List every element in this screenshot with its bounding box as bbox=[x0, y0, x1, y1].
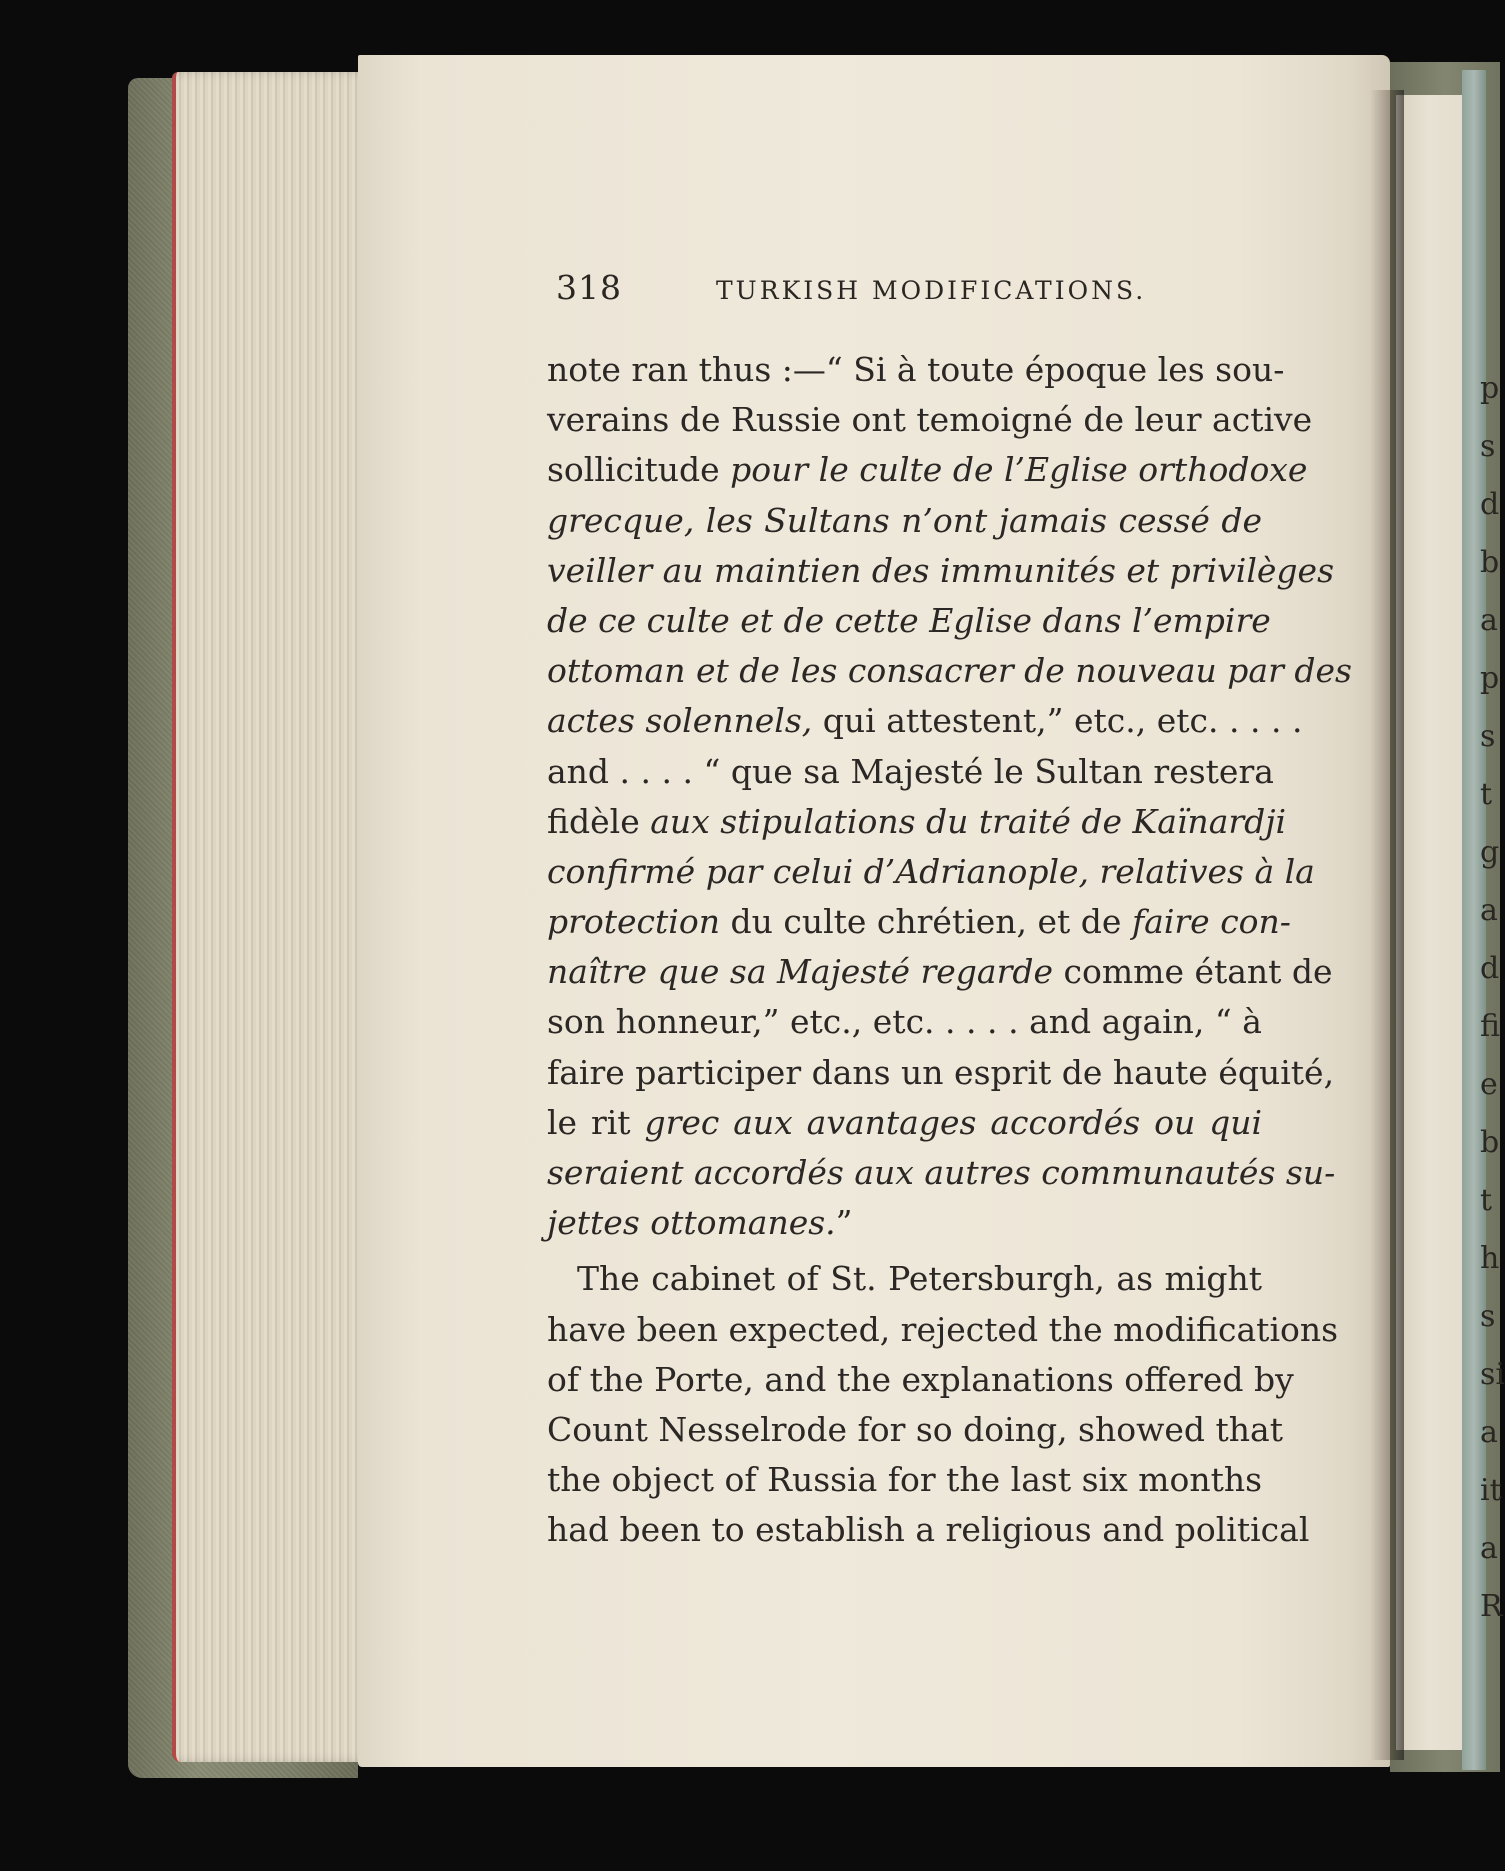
italic-run: naître que sa Majesté regarde bbox=[547, 952, 1054, 992]
text-line bbox=[547, 747, 1274, 797]
text-line bbox=[547, 395, 1313, 445]
facing-page-letter: s bbox=[1480, 429, 1496, 464]
text-line: of the Porte, and the explanations offered by bbox=[547, 1359, 1294, 1399]
facing-page-text bbox=[1480, 360, 1505, 1636]
running-head bbox=[556, 268, 1256, 318]
facing-page-letter: s bbox=[1480, 1299, 1496, 1334]
roman-run: son honneur,” etc., etc. . . . . and again, “ à bbox=[547, 1002, 1262, 1042]
roman-run: ” bbox=[835, 1203, 853, 1243]
roman-run: du culte chrétien, et de bbox=[719, 902, 1132, 942]
italic-run: confirmé par celui d’Adrianople, relatives à la bbox=[547, 851, 1315, 891]
text-line bbox=[547, 847, 1315, 897]
text-line bbox=[547, 696, 1303, 746]
italic-run: faire con- bbox=[1131, 902, 1291, 942]
facing-page-letter: d bbox=[1480, 951, 1500, 986]
text-line bbox=[547, 1148, 1336, 1198]
roman-run: fidèle bbox=[547, 801, 651, 841]
text-line: the object of Russia for the last six months bbox=[547, 1460, 1263, 1500]
roman-run: faire participer dans un esprit de haute équité, bbox=[547, 1052, 1335, 1092]
facing-page-letter: fi bbox=[1480, 1009, 1501, 1044]
italic-run: actes solennels, bbox=[547, 701, 813, 741]
page-edges bbox=[172, 72, 376, 1762]
roman-run: note ran thus :—“ Si à toute époque les sou- bbox=[547, 350, 1285, 389]
text-line bbox=[547, 997, 1262, 1047]
facing-page-letter: a bbox=[1480, 1531, 1498, 1566]
facing-page-letter: a bbox=[1480, 1415, 1498, 1450]
text-line bbox=[547, 1048, 1335, 1098]
text-line: have been expected, rejected the modifications bbox=[547, 1309, 1339, 1349]
roman-run: qui attestent,” etc., etc. . . . . bbox=[812, 701, 1303, 741]
italic-run: pour le culte de l’Eglise orthodoxe bbox=[730, 450, 1308, 490]
facing-page-letter: t bbox=[1480, 777, 1493, 812]
facing-page-letter: s bbox=[1480, 719, 1496, 754]
facing-page-letter: h bbox=[1480, 1241, 1500, 1276]
text-line: Count Nesselrode for so doing, showed that bbox=[547, 1409, 1283, 1449]
italic-run: ottoman et de les consacrer de nouveau par des bbox=[547, 651, 1352, 691]
text-line bbox=[547, 947, 1333, 997]
italic-run: veiller au maintien des immunités et privilèges bbox=[547, 550, 1335, 590]
text-line: had been to establish a religious and political bbox=[547, 1510, 1310, 1550]
facing-page-letter: e bbox=[1480, 1067, 1498, 1102]
page-number: 318 bbox=[556, 268, 622, 307]
italic-run: seraient accordés aux autres communautés su- bbox=[547, 1153, 1336, 1192]
facing-page-letter: p bbox=[1480, 371, 1500, 406]
italic-run: protection bbox=[547, 902, 720, 942]
roman-run: le rit bbox=[547, 1102, 645, 1142]
text-line bbox=[547, 345, 1285, 395]
text-line bbox=[547, 897, 1291, 947]
text-line bbox=[547, 596, 1271, 646]
text-line bbox=[547, 1198, 1262, 1248]
roman-run: sollicitude bbox=[547, 450, 731, 490]
facing-page-letter: d bbox=[1480, 487, 1500, 522]
facing-page-letter: it bbox=[1480, 1473, 1502, 1508]
roman-run: comme étant de bbox=[1053, 952, 1333, 992]
facing-page-letter: g bbox=[1480, 835, 1500, 870]
italic-run: jettes ottomanes. bbox=[547, 1203, 836, 1243]
paragraph-narrative bbox=[547, 1254, 1339, 1555]
roman-run: and . . . . “ que sa Majesté le Sultan restera bbox=[547, 751, 1274, 791]
text-line bbox=[547, 797, 1287, 847]
facing-page-letter: b bbox=[1480, 1125, 1500, 1160]
text-line bbox=[547, 1098, 1262, 1148]
facing-page-letter: p bbox=[1480, 661, 1500, 696]
italic-run: grecque, les Sultans n’ont jamais cessé de bbox=[547, 500, 1262, 540]
facing-page-letter: a bbox=[1480, 893, 1498, 928]
text-line bbox=[547, 546, 1335, 596]
facing-page-letter: si bbox=[1480, 1357, 1505, 1392]
facing-page-letter: R bbox=[1480, 1589, 1503, 1624]
facing-page-letter: t bbox=[1480, 1183, 1493, 1218]
text-line bbox=[547, 496, 1262, 546]
body-text bbox=[547, 345, 1352, 1556]
gutter-shadow bbox=[1370, 90, 1404, 1760]
running-title: TURKISH MODIFICATIONS. bbox=[716, 276, 1147, 305]
roman-run: verains de Russie ont temoigné de leur active bbox=[547, 400, 1313, 440]
facing-page-letter: a bbox=[1480, 603, 1498, 638]
text-line bbox=[547, 646, 1352, 696]
italic-run: aux stipulations du traité de Kaïnardji bbox=[650, 801, 1287, 841]
facing-page-letter: b bbox=[1480, 545, 1500, 580]
paragraph-quote bbox=[547, 345, 1352, 1248]
italic-run: grec aux avantages accordés ou qui bbox=[644, 1102, 1263, 1142]
text-line bbox=[547, 445, 1308, 495]
text-line: The cabinet of St. Petersburgh, as might bbox=[577, 1259, 1262, 1299]
italic-run: de ce culte et de cette Eglise dans l’empire bbox=[547, 600, 1271, 640]
